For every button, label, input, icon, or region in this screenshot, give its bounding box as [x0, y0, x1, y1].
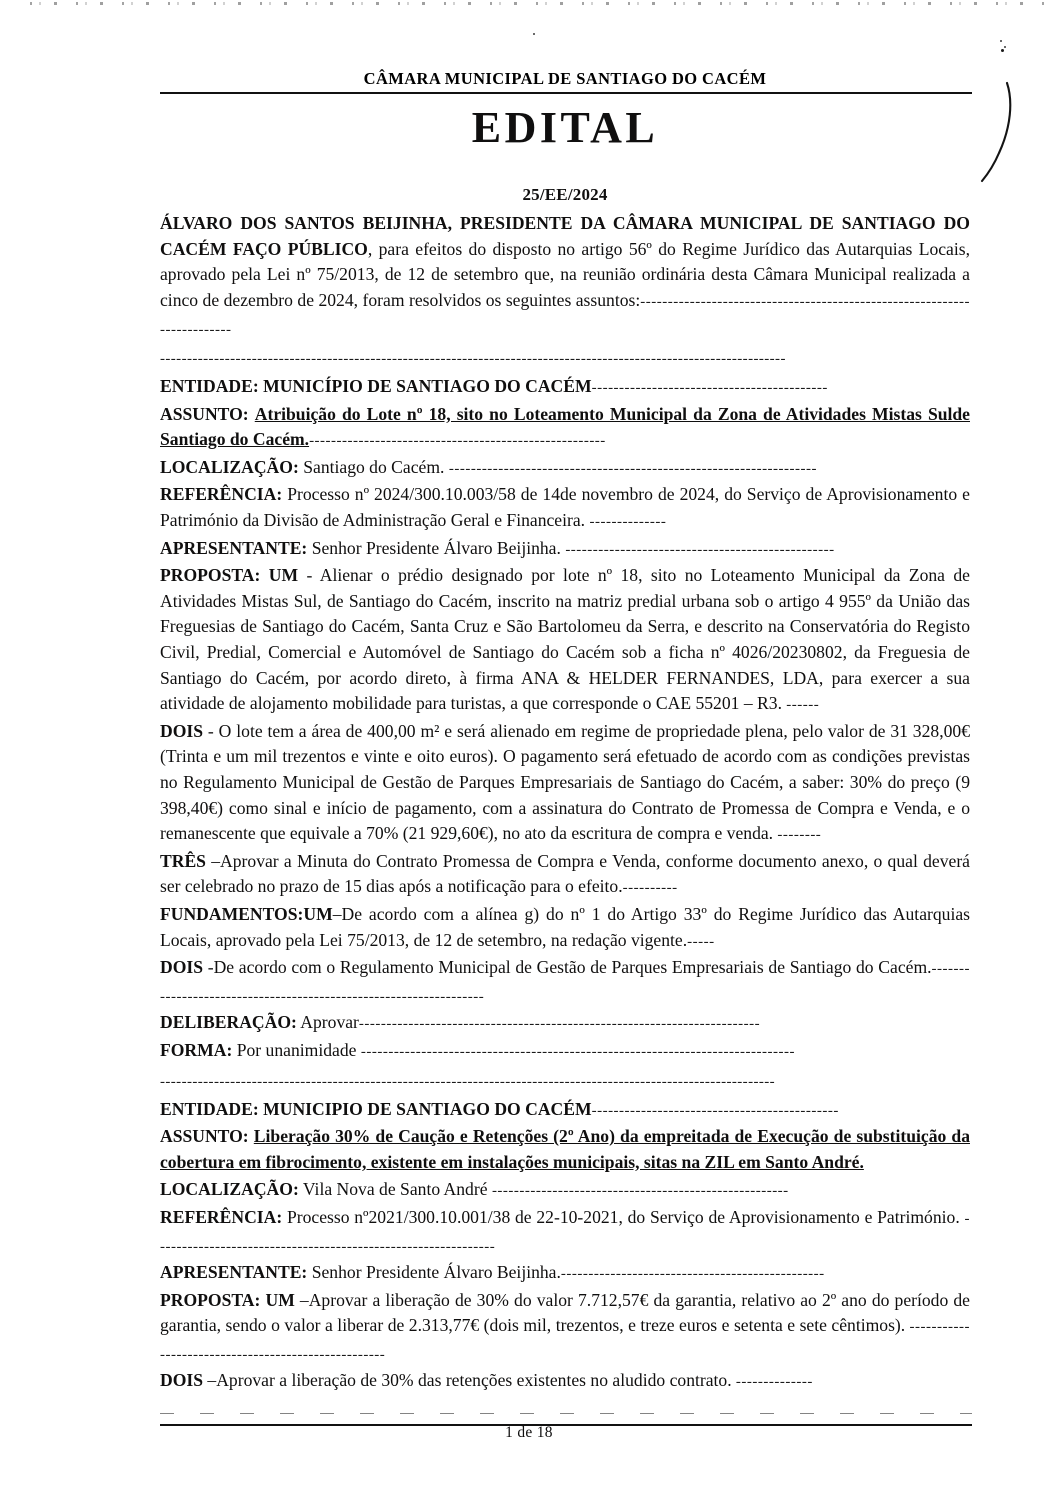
fundamentos-filler: ----- [687, 933, 715, 950]
proposta-label: PROPOSTA: [160, 1289, 261, 1310]
referencia-filler: -------------------------------------------------------------- [160, 1210, 970, 1255]
proposta-label: PROPOSTA: [160, 565, 261, 586]
deliberacao-label: DELIBERAÇÃO: [160, 1012, 297, 1033]
proposta-filler: -------------- [731, 1374, 813, 1391]
proposta-item-um [160, 1288, 970, 1369]
apresentante-value: Senhor Presidente Álvaro Beijinha. [311, 537, 561, 558]
apresentante-line [160, 536, 970, 564]
document-title: EDITAL [471, 103, 659, 153]
apresentante-line [160, 1260, 970, 1288]
assunto-filler: ------------------------------------------------------ [309, 433, 606, 450]
referencia-line [160, 1205, 970, 1260]
deliberation-section [160, 374, 970, 1092]
proposta-item-um [160, 563, 970, 719]
proposta-text: - O lote tem a área de 400,00 m² e será alienado em regime de propriedade plena, pelo valor de 31 328,00€ (Trinta e um mil trezentos e vinte e oito euros). O pagamento será efetuado de acordo com as condições previstas no Regulamento Municipal de Gestão de Parques Empresariais de Santiago do Cacém, a saber: 30% do preço (9 398,40€) como sinal e início de pagamento, com a assinatura do Contrato de Promessa de Compra e Venda, e o remanescente que equivale a 70% (21 929,60€), no ato da escritura de compra e venda. [160, 720, 970, 844]
fundamentos-marker: DOIS [160, 957, 204, 978]
referencia-line [160, 482, 970, 535]
proposta-filler: ---------- [622, 880, 678, 897]
localizacao-label: LOCALIZAÇÃO: [160, 1179, 299, 1200]
forma-filler: ------------------------------------------------------------------------------- [360, 1043, 795, 1060]
forma-line [160, 1038, 970, 1066]
document-content [160, 0, 970, 1396]
referencia-value: Processo nº 2024/300.10.003/58 de 14de novembro de 2024, do Serviço de Aprovisionamento e Património da Divisão de Administração Geral e Financeira. [160, 484, 970, 531]
entidade-line [160, 374, 970, 402]
footer-divider-faint [160, 1413, 972, 1414]
proposta-item-dois [160, 1368, 970, 1396]
assunto-line [160, 1124, 970, 1177]
localizacao-filler: ------------------------------------------------------ [491, 1183, 789, 1200]
entidade-label: ENTIDADE: [160, 376, 259, 397]
localizacao-value: Vila Nova de Santo André [302, 1179, 488, 1200]
localizacao-label: LOCALIZAÇÃO: [160, 456, 299, 477]
localizacao-line [160, 455, 970, 483]
proposta-text: - Alienar o prédio designado por lote nº 18, sito no Loteamento Municipal da Zona de Atividades Mistas Sul, de Santiago do Cacém, inscrito na matriz predial urbana sob o artigo 4 955º da União das Freguesias de Santiago do Cacém, Santa Cruz e São Bartolomeu da Serra, e descrito na Conservatória do Registo Civil, Predial, Comercial e Automóvel de Santiago do Cacém sob a ficha nº 4026/20230802, da Freguesia de Santiago do Cacém, por acordo direto, à firma ANA & HELDER FERNANDES, LDA, para exercer a sua atividade de alojamento mobilidade para turistas, a que corresponde o CAE 55201 – R3. [160, 565, 970, 714]
intro-paragraph [160, 211, 970, 343]
header-divider [160, 92, 972, 94]
assunto-label: ASSUNTO: [160, 1126, 249, 1147]
intro-rest: , para efeitos do disposto no artigo 56º do Regime Jurídico das Autarquias Locais, aprovado pela Lei nº 75/2013, de 12 de setembro que, na reunião ordinária desta Câmara Municipal realizada a cinco de dezembro de 2024, foram resolvidos os seguintes assuntos: [160, 238, 970, 310]
proposta-item-tres [160, 849, 970, 902]
scan-speck [1004, 46, 1006, 48]
proposta-filler: ------ [781, 697, 820, 714]
section-separator: ------------------------------------------------------------------------------------------------------------------ [160, 1073, 776, 1090]
proposta-marker: UM [265, 1289, 295, 1310]
referencia-label: REFERÊNCIA: [160, 1206, 283, 1227]
proposta-filler: -------- [773, 827, 822, 844]
intro-filler: ------------------------------------------------------------------------- [160, 293, 970, 338]
fundamentos-item-dois [160, 955, 970, 1010]
localizacao-value: Santiago do Cacém. [303, 456, 445, 477]
assunto-line [160, 402, 970, 455]
apresentante-filler: ------------------------------------------------ [560, 1266, 825, 1283]
document-number: 25/EE/2024 [522, 185, 608, 205]
apresentante-label: APRESENTANTE: [160, 537, 308, 558]
proposta-text: –Aprovar a liberação de 30% das retenções existentes no aludido contrato. [203, 1370, 732, 1391]
fundamentos-label: FUNDAMENTOS: [160, 903, 304, 924]
proposta-text: –Aprovar a Minuta do Contrato Promessa de Compra e Venda, conforme documento anexo, o qual deverá ser celebrado no prazo de 15 dias após a notificação para o efeito. [160, 850, 970, 897]
deliberation-section [160, 1097, 970, 1397]
intro-opening: ÁLVARO DOS SANTOS BEIJINHA, PRESIDENTE DA CÂMARA MUNICIPAL DE SANTIAGO DO CACÉM FAÇO PÚBLICO [160, 213, 970, 259]
ink-dot-mark [1001, 49, 1004, 52]
page-header-title: CÂMARA MUNICIPAL DE SANTIAGO DO CACÉM [363, 69, 767, 88]
referencia-label: REFERÊNCIA: [160, 484, 283, 505]
apresentante-label: APRESENTANTE: [160, 1262, 308, 1283]
entidade-line [160, 1097, 970, 1125]
deliberacao-line [160, 1010, 970, 1038]
deliberacao-value: Aprovar [300, 1012, 359, 1033]
entidade-value: MUNICIPIO DE SANTIAGO DO CACÉM [263, 1098, 592, 1119]
proposta-text: –Aprovar a liberação de 30% do valor 7.712,57€ da garantia, relativo ao 2º ano do período de garantia, sendo o valor a liberar de 2.313,77€ (dois mil, trezentos, e treze euros e setenta e sete cêntimos). [160, 1289, 970, 1336]
assunto-label: ASSUNTO: [160, 403, 249, 424]
intro-separator: -------------------------------------------------------------------------------------------------------------------- [160, 351, 786, 368]
localizacao-line [160, 1177, 970, 1205]
localizacao-filler: ------------------------------------------------------------------- [448, 460, 818, 477]
entidade-label: ENTIDADE: [160, 1098, 259, 1119]
proposta-marker: DOIS [160, 1370, 204, 1391]
fundamentos-item-um [160, 902, 970, 955]
proposta-marker: UM [268, 565, 299, 586]
proposta-marker: DOIS [160, 720, 204, 741]
forma-value: Por unanimidade [236, 1039, 357, 1060]
apresentante-value: Senhor Presidente Álvaro Beijinha. [311, 1262, 561, 1283]
fundamentos-text: -De acordo com o Regulamento Municipal de Gestão de Parques Empresariais de Santiago do Cacém. [203, 957, 932, 978]
proposta-marker: TRÊS [160, 850, 206, 871]
referencia-filler: -------------- [589, 514, 667, 531]
forma-label: FORMA: [160, 1039, 233, 1060]
entidade-filler: ------------------------------------------- [591, 380, 828, 397]
handwritten-pen-stroke [975, 75, 1035, 205]
deliberacao-filler: ------------------------------------------------------------------------- [358, 1016, 761, 1033]
referencia-value: Processo nº2021/300.10.001/38 de 22-10-2021, do Serviço de Aprovisionamento e Património. [286, 1206, 960, 1227]
page-number: 1 de 18 [505, 1424, 553, 1441]
fundamentos-text: –De acordo com a alínea g) do nº 1 do Artigo 33º do Regime Jurídico das Autarquias Locais, aprovado pela Lei 75/2013, de 12 de setembro, na redação vigente. [160, 903, 970, 950]
assunto-value: Liberação 30% de Caução e Retenções (2º Ano) da empreitada de Execução de substituição da cobertura em fibrocimento, existente em instalações municipais, sitas na ZIL em Santo André. [160, 1126, 970, 1172]
apresentante-filler: ------------------------------------------------- [565, 541, 835, 558]
fundamentos-marker: UM [303, 903, 333, 924]
scan-speck [1000, 40, 1002, 42]
proposta-item-dois [160, 719, 970, 849]
entidade-filler: --------------------------------------------- [591, 1102, 839, 1119]
entidade-value: MUNICÍPIO DE SANTIAGO DO CACÉM [263, 376, 592, 397]
proposta-filler: ---------------------------------------------------- [160, 1319, 970, 1363]
assunto-value: Atribuição do Lote nº 18, sito no Loteamento Municipal da Zona de Atividades Mistas Sulde Santiago do Cacém. [160, 403, 970, 450]
fundamentos-filler: ------------------------------------------------------------------ [160, 961, 970, 1005]
